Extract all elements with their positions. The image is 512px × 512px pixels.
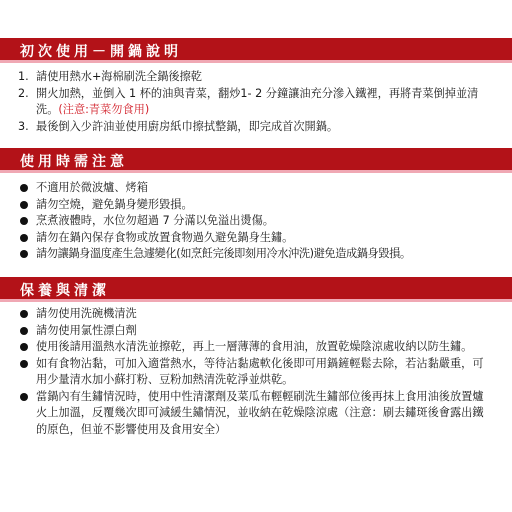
list-item	[0, 119, 512, 136]
item-text: 如有食物沾黏，可加入適當熱水，等待沾黏處軟化後即可用鍋鏟輕鬆去除，若沾黏嚴重，可用少量清水加小蘇打粉、豆粉加熱清洗乾淨並烘乾。	[36, 356, 484, 386]
list-item	[0, 69, 512, 86]
step-text: 最後倒入少許油並使用廚房紙巾擦拭整鍋，即完成首次開鍋。	[36, 119, 339, 133]
step-number: 3.	[18, 119, 29, 133]
first-use-steps	[0, 69, 512, 135]
section-header-first-use	[0, 38, 512, 63]
item-text: 當鍋內有生鏽情況時，使用中性清潔劑及菜瓜布輕輕刷洗生鏽部位後再抹上食用油後放置爐火上加溫，反覆幾次即可減緩生鏽情況，並收納在乾燥陰涼處（注意：刷去鏽斑後會露出鐵的原色，但並不影響使用及食用安全）	[36, 389, 484, 436]
usage-notes-list	[0, 180, 512, 263]
list-item	[0, 306, 512, 323]
step-number: 2.	[18, 86, 29, 100]
list-item	[0, 230, 512, 247]
bullet-icon	[20, 201, 28, 209]
list-item	[0, 389, 512, 439]
section-header-usage-notes	[0, 148, 512, 173]
step-number: 1.	[18, 70, 29, 83]
item-text: 請勿空燒，避免鍋身變形毀損。	[36, 197, 193, 211]
list-item	[0, 356, 512, 389]
bullet-icon	[20, 310, 28, 318]
section-title: 使用時需注意	[20, 154, 128, 170]
section-title: 初次使用－開鍋說明	[20, 44, 182, 60]
item-text: 請勿使用氯性漂白劑	[36, 323, 137, 337]
bullet-icon	[20, 343, 28, 351]
section-title: 保養與清潔	[20, 283, 110, 299]
list-item	[0, 339, 512, 356]
bullet-icon	[20, 184, 28, 192]
item-text: 烹煮液體時，水位勿超過 7 分滿以免溢出燙傷。	[36, 214, 274, 227]
bullet-icon	[20, 360, 28, 368]
list-item	[0, 213, 512, 230]
bullet-icon	[20, 217, 28, 225]
list-item	[0, 197, 512, 214]
step-text: 請使用熱水+海棉刷洗全鍋後擦乾	[36, 70, 202, 83]
bullet-icon	[20, 327, 28, 335]
bullet-icon	[20, 250, 28, 258]
item-text: 使用後請用溫熱水清洗並擦乾，再上一層薄薄的食用油，放置乾燥陰涼處收納以防生鏽。	[36, 340, 473, 353]
bullet-icon	[20, 234, 28, 242]
item-text: 請勿讓鍋身溫度產生急遽變化(如烹飪完後即刻用冷水沖洗)避免造成鍋身毀損。	[36, 247, 411, 260]
step-text: 開火加熱，並倒入 1 杯的油與青菜，翻炒1- 2 分鐘讓油充分滲入鐵裡，再將青菜倒掉並清洗。	[36, 86, 479, 116]
list-item	[0, 246, 512, 263]
list-item	[0, 86, 512, 119]
bullet-icon	[20, 393, 28, 401]
list-item	[0, 323, 512, 340]
list-item	[0, 180, 512, 197]
item-text: 請勿使用洗碗機清洗	[36, 307, 137, 320]
item-text: 請勿在鍋內保存食物或放置食物過久避免鍋身生鏽。	[36, 230, 294, 244]
section-header-care-cleaning	[0, 277, 512, 302]
warning-note: (注意:青菜勿食用)	[58, 103, 150, 116]
item-text: 不適用於微波爐、烤箱	[36, 181, 148, 194]
care-cleaning-list	[0, 306, 512, 438]
